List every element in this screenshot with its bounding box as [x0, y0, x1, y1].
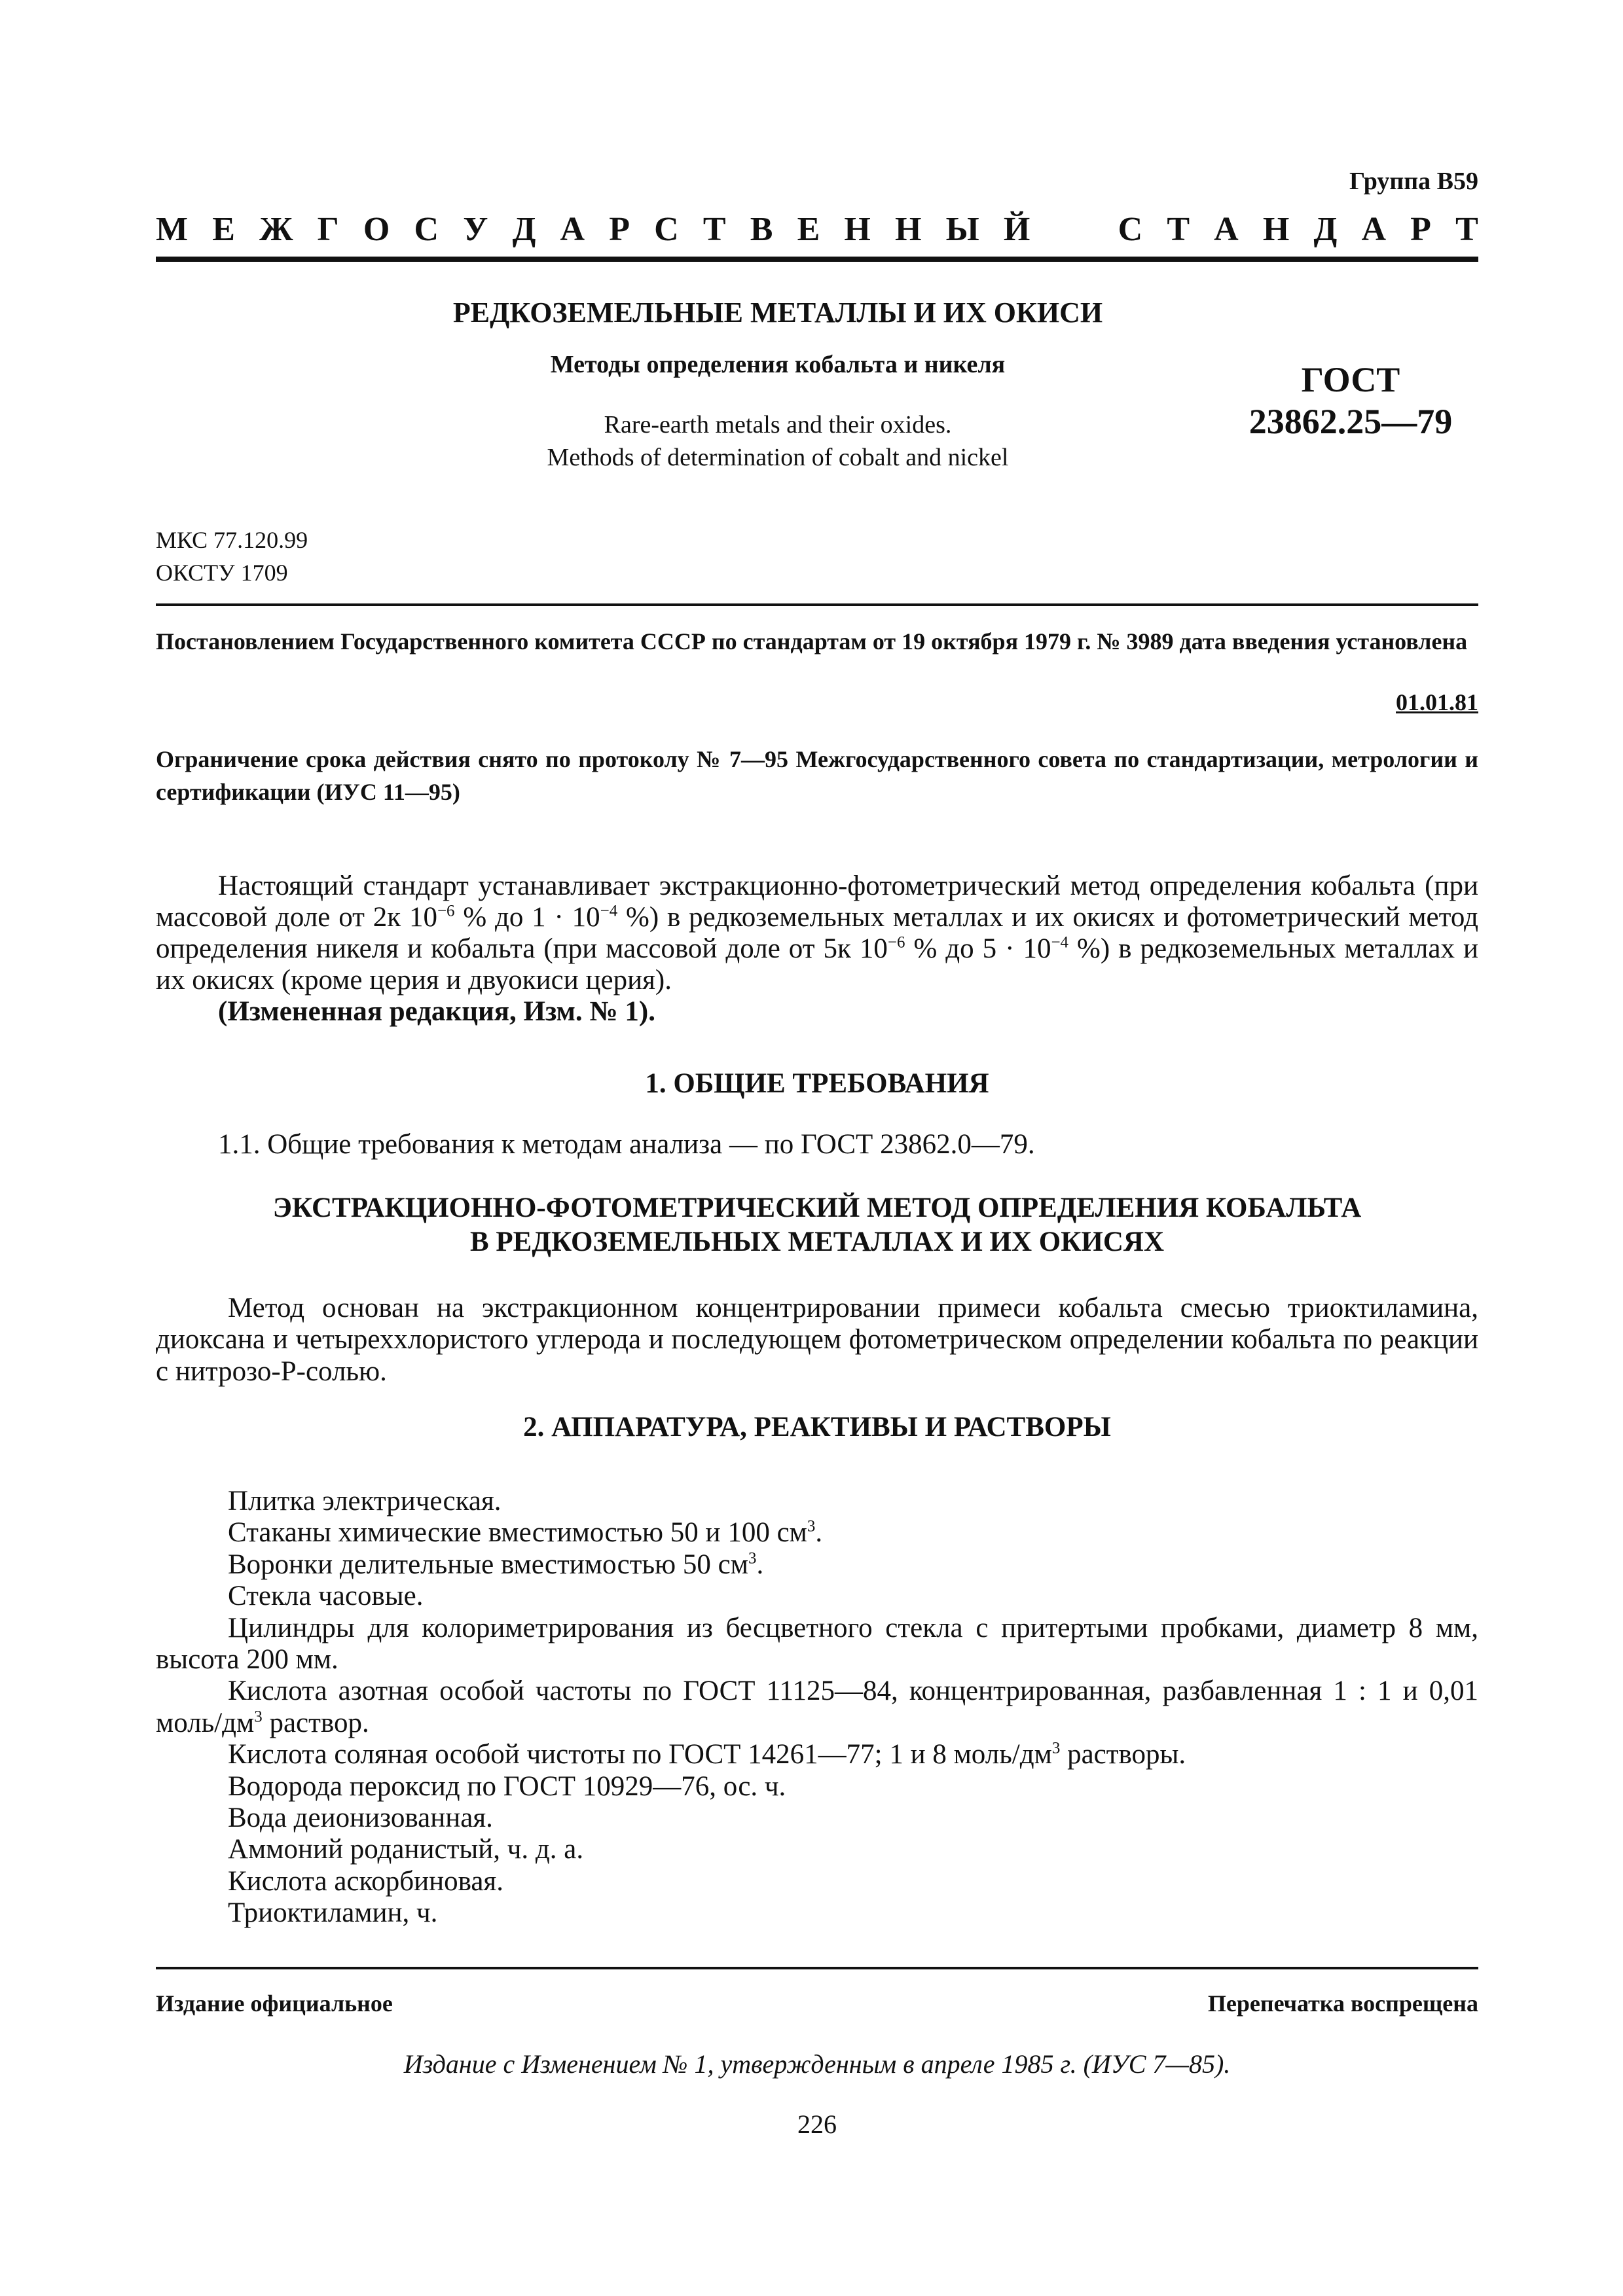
method-heading-line: В РЕДКОЗЕМЕЛЬНЫХ МЕТАЛЛАХ И ИХ ОКИСЯХ — [469, 1227, 1164, 1257]
english-title-line: Rare-earth metals and their oxides. — [604, 411, 952, 439]
banner-letter: Е — [797, 211, 820, 248]
banner-letter: Д — [1313, 211, 1338, 248]
official-edition-label: Издание официальное — [156, 1990, 393, 2017]
banner-letter: С — [1118, 211, 1143, 248]
intro-paragraph — [156, 870, 1478, 1028]
decree-text: Постановлением Государственного комитета СССР по стандартам от 19 октября 1979 г. № 3989 дата введения установлена — [156, 628, 1468, 655]
banner-letter: Г — [317, 211, 339, 248]
list-item: Вода деионизованная. — [228, 1803, 493, 1834]
list-item: Водорода пероксид по ГОСТ 10929—76, ос. ч. — [228, 1770, 786, 1802]
introduction-date: 01.01.81 — [1396, 689, 1478, 715]
list-item: Кислота соляная особой чистоты по ГОСТ 14261—77; 1 и 8 моль/$дм^3$ растворы. — [228, 1739, 1186, 1770]
limitation-note: Ограничение срока действия снято по протоколу № 7—95 Межгосударственного совета по стандартизации, метрологии и сертификации (ИУС 11—95) — [156, 746, 1478, 805]
section-1-item: 1.1. Общие требования к методам анализа — по ГОСТ 23862.0—79. — [218, 1129, 1035, 1160]
section-1-body — [156, 1129, 1478, 1160]
banner-letter: А — [560, 211, 585, 248]
banner-letter: У — [463, 211, 488, 248]
banner-letter: Й — [1003, 211, 1030, 248]
banner-letter: Ы — [945, 211, 979, 248]
document-subtitle: Методы определения кобальта и никеля — [550, 351, 1006, 378]
banner-letter: Н — [844, 211, 871, 248]
list-item: Цилиндры для колориметрирования из бесцветного стекла с притертыми пробками, диаметр 8 мм, высота 200 мм. — [156, 1612, 1478, 1676]
footer-rule — [156, 1967, 1478, 1969]
banner-letter: С — [414, 211, 439, 248]
gost-designation — [1223, 359, 1478, 442]
list-item: Кислота азотная особой частоты по ГОСТ 11125—84, концентрированная, разбавленная 1 : 1 и 0,01 моль/$дм^3$ раствор. — [156, 1676, 1478, 1738]
banner-letter: О — [363, 211, 390, 248]
method-heading — [156, 1191, 1478, 1259]
intro-text: Настоящий стандарт устанавливает экстракционно-фотометрический метод определения кобальта (при массовой доле от 2к $10^{-6}$ % до $1 \cdot 10^{-4}$ %) в редкоземельных металлах и их окисях и фотометрический метод определения никеля и кобальта (при массовой доле от 5к $10^{-6}$ % до $5 \cdot 10^{-4}$ %) в редкоземельных металлах и их окисях (кроме церия и двуокиси церия). — [156, 870, 1478, 996]
header-rule — [156, 257, 1478, 262]
edition-note: Издание с Изменением № 1, утвержденным в апреле 1985 г. (ИУС 7—85). — [403, 2049, 1231, 2079]
banner-letter: А — [1361, 211, 1386, 248]
document-title: РЕДКОЗЕМЕЛЬНЫЕ МЕТАЛЛЫ И ИХ ОКИСИ — [452, 296, 1103, 329]
section-2-heading: 2. АППАРАТУРА, РЕАКТИВЫ И РАСТВОРЫ — [523, 1412, 1111, 1443]
banner-letter: Н — [895, 211, 922, 248]
title-block — [392, 293, 1164, 474]
list-item: Триоктиламин, ч. — [228, 1897, 438, 1929]
section-1-heading: 1. ОБЩИЕ ТРЕБОВАНИЯ — [645, 1068, 989, 1099]
banner-letter: В — [750, 211, 773, 248]
classification-codes — [156, 524, 308, 589]
banner-letter: Т — [1455, 211, 1478, 248]
banner-letter: Н — [1262, 211, 1290, 248]
banner-letter: М — [156, 211, 189, 248]
interstate-standard-banner — [156, 208, 1478, 251]
reprint-prohibited-label: Перепечатка воспрещена — [1207, 1990, 1478, 2017]
banner-letter: Т — [702, 211, 726, 248]
banner-letter: Т — [1167, 211, 1190, 248]
mks-code: МКС 77.120.99 — [156, 527, 308, 553]
banner-letter: А — [1214, 211, 1239, 248]
banner-letter: Е — [212, 211, 235, 248]
banner-letter: Р — [609, 211, 630, 248]
list-item: Плитка электрическая. — [228, 1486, 501, 1516]
okstu-code: ОКСТУ 1709 — [156, 560, 288, 586]
section-rule — [156, 603, 1478, 606]
banner-letter: Р — [1410, 211, 1431, 248]
list-item: Стекла часовые. — [228, 1581, 424, 1612]
list-item: Стаканы химические вместимостью 50 и 100 $см^3$. — [228, 1517, 823, 1549]
document-page — [156, 0, 1478, 2296]
gost-number: 23862.25—79 — [1249, 402, 1453, 441]
banner-letter: С — [654, 211, 679, 248]
list-item: Воронки делительные вместимостью 50 $см^3$. — [228, 1549, 764, 1580]
apparatus-list — [156, 1486, 1478, 1929]
method-text: Метод основан на экстракционном концентрировании примеси кобальта смесью триоктиламина, диоксана и четыреххлористого углерода и последующем фотометрическом определении кобальта по реакции с нитрозо-Р-солью. — [156, 1293, 1478, 1387]
banner-letter: Ж — [259, 211, 293, 248]
amendment-note: (Измененная редакция, Изм. № 1). — [218, 996, 655, 1027]
english-title-line: Methods of determination of cobalt and nickel — [547, 444, 1009, 471]
group-label: Группа В59 — [1349, 168, 1478, 195]
list-item: Кислота аскорбиновая. — [228, 1865, 503, 1897]
method-description — [156, 1293, 1478, 1388]
gost-label: ГОСТ — [1301, 360, 1400, 399]
banner-letter: Д — [512, 211, 536, 248]
method-heading-line: ЭКСТРАКЦИОННО-ФОТОМЕТРИЧЕСКИЙ МЕТОД ОПРЕДЕЛЕНИЯ КОБАЛЬТА — [272, 1193, 1362, 1223]
page-number: 226 — [797, 2109, 837, 2139]
list-item: Аммоний роданистый, ч. д. а. — [228, 1834, 584, 1865]
